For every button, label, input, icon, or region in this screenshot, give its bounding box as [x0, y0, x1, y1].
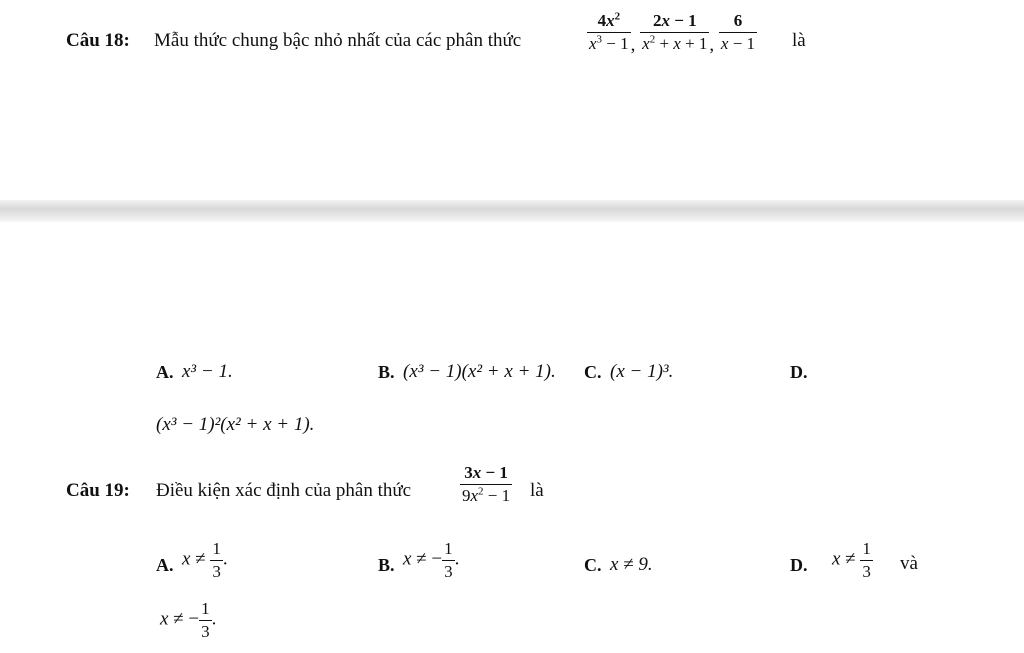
q18-option-b: (x³ − 1)(x² + x + 1).	[403, 361, 556, 382]
q18-option-d: (x³ − 1)²(x² + x + 1).	[156, 414, 315, 435]
fraction-2: $\frac{2x - 1}{x^2 + x + 1}$	[642, 11, 708, 53]
q19-label: Câu 19:	[66, 480, 130, 501]
q18-option-c: (x − 1)³.	[610, 361, 674, 382]
q19-option-c: x ≠ 9.	[610, 554, 653, 575]
fraction-1: $\frac{4x^2}{x^3 - 1}$	[589, 10, 629, 53]
q18-option-d-label: D.	[790, 362, 808, 382]
q18-option-c-label: C.	[584, 362, 602, 382]
q18-option-a: x³ − 1.	[182, 361, 233, 382]
q19-option-b-label: B.	[378, 555, 395, 575]
q19-option-d-label: D.	[790, 555, 808, 575]
q19-option-a-label: A.	[156, 555, 174, 575]
q19-option-d: x ≠ $\frac{1}{3}$	[832, 539, 871, 581]
q18-fractions: $\frac{4x^2}{x^3 - 1}$ , $\frac{2x - 1}{x^2 + x + 1}$ , $\frac{6}{x - 1}$	[589, 10, 756, 56]
q19-option-d-cont: x ≠ − $\frac{1}{3}$ .	[160, 599, 217, 641]
q18-prompt: Mẫu thức chung bậc nhỏ nhất của các phân thức	[154, 30, 522, 51]
q18-option-a-label: A.	[156, 362, 174, 382]
q19-option-a: x ≠ $\frac{1}{3}$ .	[182, 539, 228, 581]
q19-option-c-label: C.	[584, 555, 602, 575]
q18-label: Câu 18:	[66, 30, 130, 51]
q19-option-d-and: và	[900, 553, 918, 574]
section-divider	[0, 200, 1024, 222]
q19-prompt: Điều kiện xác định của phân thức	[156, 480, 412, 501]
q18-suffix: là	[792, 30, 806, 51]
q19-option-b: x ≠ − $\frac{1}{3}$ .	[403, 539, 460, 581]
q19-suffix: là	[530, 480, 544, 501]
fraction-3: $\frac{6}{x - 1}$	[720, 11, 756, 53]
q18-option-b-label: B.	[378, 362, 395, 382]
q19-fraction: $\frac{3x - 1}{9x^2 - 1}$	[462, 463, 511, 505]
